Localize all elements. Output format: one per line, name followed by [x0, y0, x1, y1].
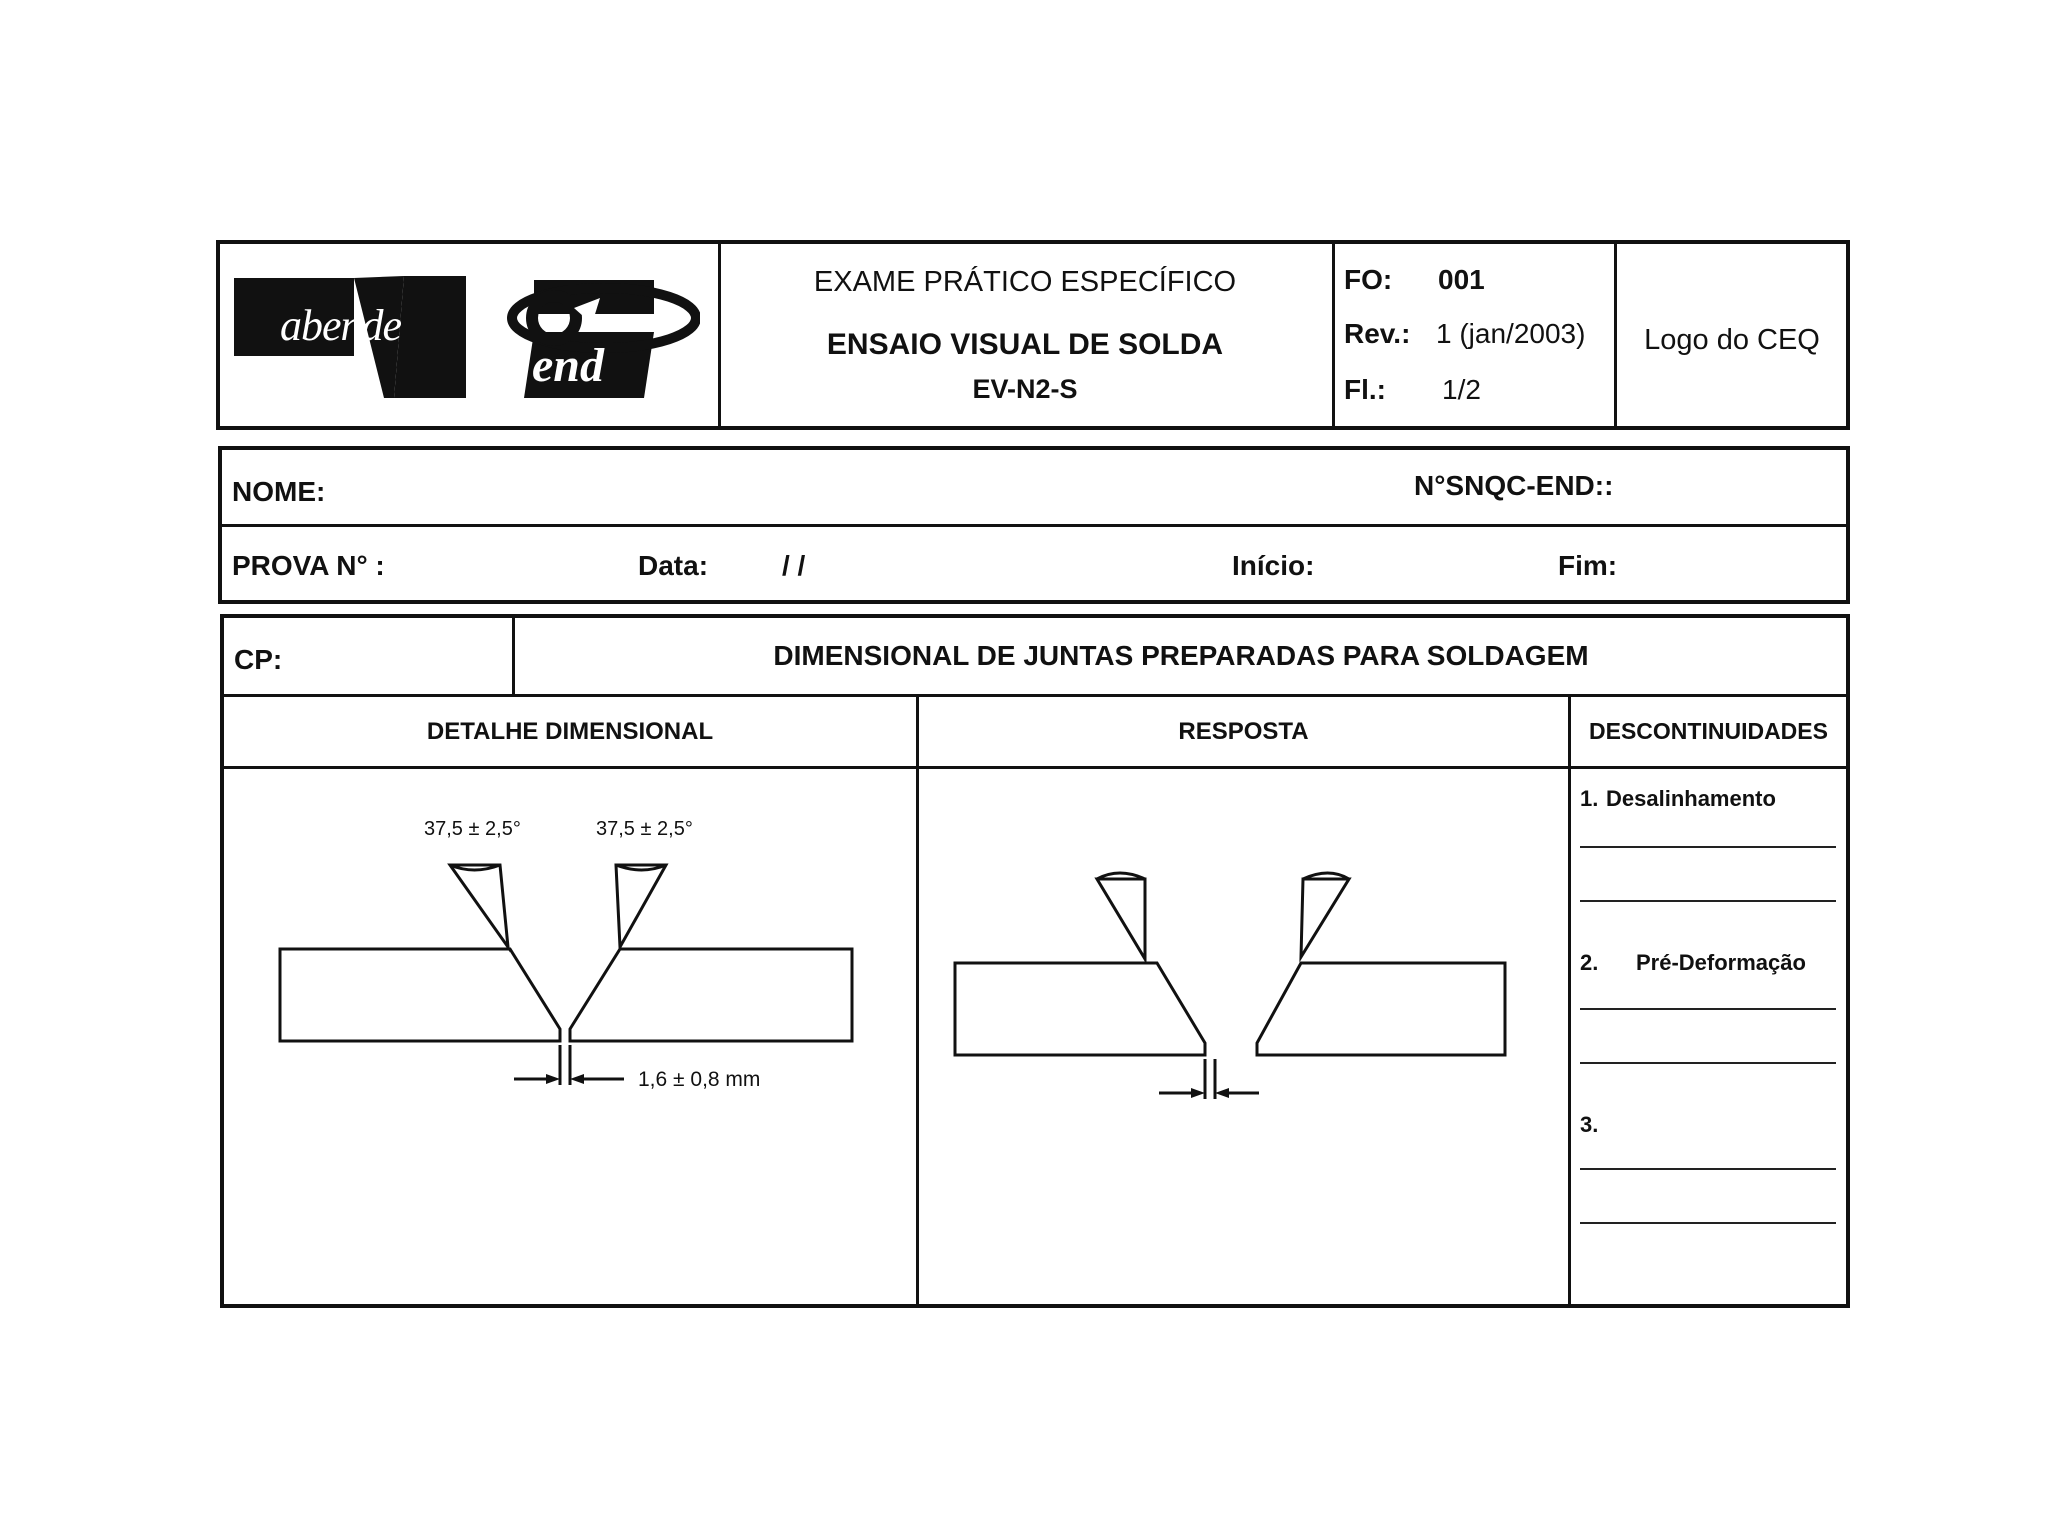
row-divider [222, 524, 1846, 527]
fim-field[interactable] [1622, 534, 1832, 596]
cp-field[interactable] [294, 626, 504, 688]
col-divider [1568, 694, 1571, 1304]
end-logo [504, 272, 700, 398]
test-block [220, 614, 1850, 1308]
form-header [216, 240, 1850, 430]
snqc-field[interactable] [1642, 460, 1838, 518]
rev-value: 1 (jan/2003) [1436, 318, 1586, 349]
disc-3-number: 3. [1580, 1112, 1599, 1137]
nome-field[interactable] [342, 460, 1392, 518]
exam-code: EV-N2-S [972, 374, 1078, 404]
snqc-label: N°SNQC-END:: [1414, 470, 1614, 501]
joint-detail-drawing [224, 769, 916, 1299]
ceq-logo: Logo do CEQ [1644, 324, 1820, 356]
inicio-field[interactable] [1332, 534, 1532, 596]
col-divider [512, 618, 515, 696]
angle-left-label: 37,5 ± 2,5° [424, 818, 521, 840]
answer-area[interactable] [924, 774, 1564, 1298]
gap-dimension-label: 1,6 ± 0,8 mm [638, 1068, 761, 1091]
data-field[interactable]: / / [782, 550, 806, 581]
exam-subtitle: ENSAIO VISUAL DE SOLDA [826, 328, 1224, 361]
col-header-discontinuities: DESCONTINUIDADES [1589, 718, 1828, 744]
abende-logo [234, 276, 466, 398]
exam-title: EXAME PRÁTICO ESPECÍFICO [813, 266, 1237, 298]
disc-3-answer-line[interactable] [1580, 1222, 1836, 1224]
row-divider [224, 694, 1846, 697]
fo-label: FO: [1344, 264, 1393, 295]
disc-2-answer-line[interactable] [1580, 1062, 1836, 1064]
fim-label: Fim: [1558, 550, 1618, 581]
rev-label: Rev.: [1344, 318, 1411, 349]
prova-label: PROVA N° : [232, 550, 385, 581]
prova-field[interactable] [392, 534, 632, 596]
end-logo-text: end [532, 339, 604, 392]
test-title: DIMENSIONAL DE JUNTAS PREPARADAS PARA SOLDAGEM [773, 640, 1589, 671]
identification-block [218, 446, 1850, 604]
header-divider [1332, 244, 1335, 426]
fl-label: Fl.: [1344, 374, 1386, 405]
disc-3-answer-line[interactable] [1580, 1168, 1836, 1170]
disc-2-answer-line[interactable] [1580, 1008, 1836, 1010]
col-header-detail: DETALHE DIMENSIONAL [426, 718, 714, 745]
disc-2-number: 2. [1580, 950, 1599, 975]
cp-label: CP: [234, 644, 283, 675]
disc-1-answer-line[interactable] [1580, 900, 1836, 902]
disc-1-label: Desalinhamento [1606, 786, 1776, 811]
col-header-answer: RESPOSTA [1178, 718, 1309, 745]
disc-2-label: Pré-Deformação [1636, 950, 1806, 975]
inicio-label: Início: [1232, 550, 1315, 581]
fl-value: 1/2 [1442, 374, 1481, 405]
fo-value: 001 [1438, 264, 1485, 295]
disc-1-number: 1. [1580, 786, 1599, 811]
nome-label: NOME: [232, 476, 326, 507]
disc-1-answer-line[interactable] [1580, 846, 1836, 848]
data-label: Data: [638, 550, 709, 581]
angle-right-label: 37,5 ± 2,5° [596, 818, 693, 840]
abende-logo-text: abende [280, 301, 402, 350]
